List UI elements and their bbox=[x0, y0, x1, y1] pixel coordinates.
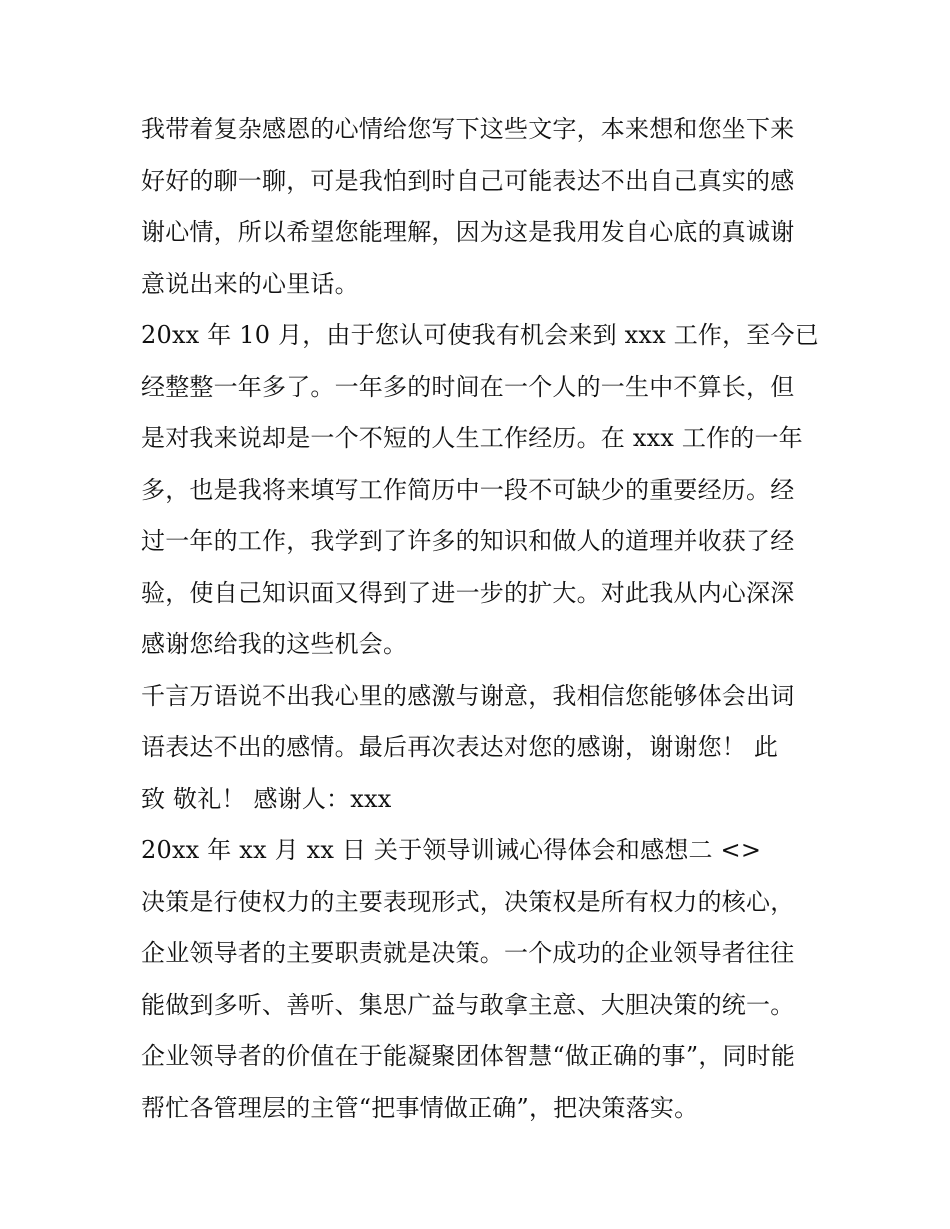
text-line: 企业领导者的主要职责就是决策。一个成功的企业领导者往往 bbox=[141, 939, 795, 967]
text-line: 帮忙各管理层的主管“把事情做正确”，把决策落实。 bbox=[141, 1093, 699, 1122]
text-line: 20xx 年 10 月，由于您认可使我有机会来到 xxx 工作，至今已 bbox=[141, 321, 819, 349]
text-line: 好好的聊一聊，可是我怕到时自己可能表达不出自己真实的感 bbox=[141, 166, 795, 195]
text-line: 20xx 年 xx 月 xx 日 关于领导训诫心得体会和感想二 <> bbox=[141, 836, 762, 864]
text-line: 感谢您给我的这些机会。 bbox=[141, 630, 408, 658]
text-line: 致 敬礼！ 感谢人：xxx bbox=[141, 784, 392, 813]
text-line: 验，使自己知识面又得到了进一步的扩大。对此我从内心深深 bbox=[141, 578, 795, 607]
text-line: 多，也是我将来填写工作简历中一段不可缺少的重要经历。经 bbox=[141, 475, 795, 504]
document-body bbox=[141, 104, 821, 1134]
text-line: 语表达不出的感情。最后再次表达对您的感谢，谢谢您！ 此 bbox=[141, 733, 779, 761]
text-line: 经整整一年多了。一年多的时间在一个人的一生中不算长，但 bbox=[141, 372, 795, 401]
text-line: 意说出来的心里话。 bbox=[141, 269, 359, 298]
text-line: 是对我来说却是一个不短的人生工作经历。在 xxx 工作的一年 bbox=[141, 424, 803, 452]
text-line: 决策是行使权力的主要表现形式，决策权是所有权力的核心， bbox=[141, 887, 795, 916]
text-line: 过一年的工作，我学到了许多的知识和做人的道理并收获了经 bbox=[141, 527, 795, 555]
text-line: 谢心情，所以希望您能理解，因为这是我用发自心底的真诚谢 bbox=[141, 218, 795, 246]
text-line: 能做到多听、善听、集思广益与敢拿主意、大胆决策的统一。 bbox=[141, 990, 795, 1019]
text-line: 企业领导者的价值在于能凝聚团体智慧“做正确的事”，同时能 bbox=[141, 1042, 796, 1070]
text-line: 我带着复杂感恩的心情给您写下这些文字，本来想和您坐下来 bbox=[141, 115, 795, 143]
text-line: 千言万语说不出我心里的感激与谢意，我相信您能够体会出词 bbox=[141, 681, 795, 710]
